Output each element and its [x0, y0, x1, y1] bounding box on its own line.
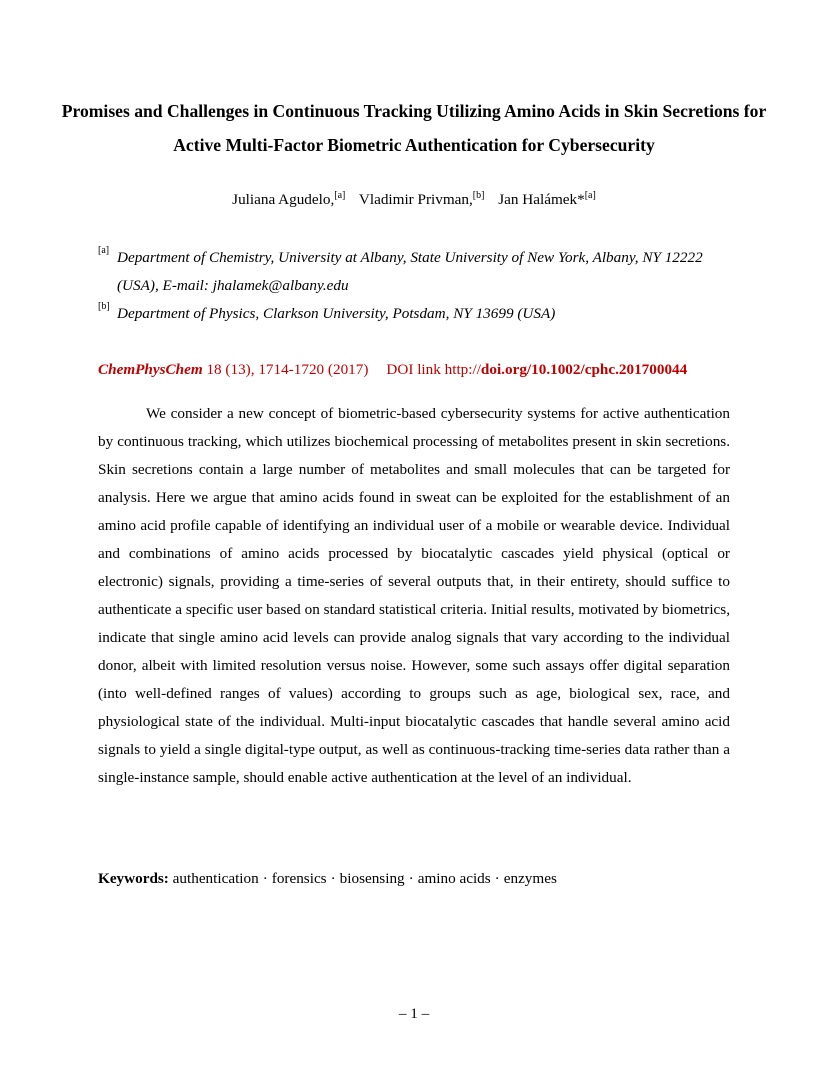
- affiliation-mark: [a]: [98, 245, 110, 256]
- keywords-label: Keywords:: [98, 870, 169, 887]
- affiliation-text: Department of Physics, Clarkson University, Potsdam, NY 13699 (USA): [117, 305, 556, 322]
- author-affiliation-mark: [a]: [584, 190, 596, 201]
- page-number: – 1 –: [398, 1005, 430, 1022]
- keyword: enzymes: [503, 870, 557, 887]
- author-affiliation-mark: [b]: [472, 190, 485, 201]
- affiliation-a: [98, 244, 738, 300]
- keyword-separator: ·: [330, 870, 336, 887]
- keyword: authentication: [172, 870, 259, 887]
- doi-label: DOI link http://: [386, 361, 481, 378]
- citation-line: [98, 356, 738, 384]
- affiliation-text: Department of Chemistry, University at Albany, State University of New York, Albany, NY 12222 (USA), E-mail: jhalamek@albany.edu: [117, 249, 703, 294]
- keyword: biosensing: [339, 870, 405, 887]
- author-name: Vladimir Privman,: [358, 191, 473, 208]
- author-list: [0, 186, 828, 214]
- keyword: forensics: [271, 870, 327, 887]
- author-name: Juliana Agudelo,: [232, 191, 335, 208]
- citation-details: 18 (13), 1714-1720 (2017): [206, 361, 369, 378]
- keyword-separator: ·: [494, 870, 500, 887]
- author-affiliation-mark: [a]: [334, 190, 346, 201]
- affiliation-b: [98, 300, 738, 328]
- keyword-separator: ·: [408, 870, 414, 887]
- keyword: amino acids: [417, 870, 491, 887]
- keyword-separator: ·: [262, 870, 268, 887]
- affiliation-mark: [b]: [98, 301, 110, 312]
- journal-name: ChemPhysChem: [98, 361, 203, 378]
- keywords-line: [98, 865, 738, 893]
- paper-title: Promises and Challenges in Continuous Tracking Utilizing Amino Acids in Skin Secretions for Active Multi-Factor Biometric Authentication for Cybersecurity: [61, 101, 767, 155]
- doi-link[interactable]: doi.org/10.1002/cphc.201700044: [480, 361, 688, 378]
- abstract-paragraph: We consider a new concept of biometric-based cybersecurity systems for active authentication by continuous tracking, which utilizes biochemical processing of metabolites present in skin secretions. Skin secretions contain a large number of metabolites and small molecules that can be targeted for analysis. Here we argue that amino acids found in sweat can be exploited for the establishment of an amino acid profile capable of identifying an individual user of a mobile or wearable device. Individual and combinations of amino acids processed by biocatalytic cascades yield physical (optical or electronic) signals, providing a time-series of several outputs that, in their entirety, should suffice to authenticate a specific user based on standard statistical criteria. Initial results, motivated by biometrics, indicate that single amino acid levels can provide analog signals that vary according to the individual donor, albeit with limited resolution versus noise. However, some such assays offer digital separation (into well-defined ranges of values) according to groups such as age, biological sex, race, and physiological state of the individual. Multi-input biocatalytic cascades that handle several amino acid signals to yield a single digital-type output, as well as continuous-tracking time-series data rather than a single-instance sample, should enable active authentication at the level of an individual.: [98, 405, 730, 786]
- author-name: Jan Halámek*: [498, 191, 585, 208]
